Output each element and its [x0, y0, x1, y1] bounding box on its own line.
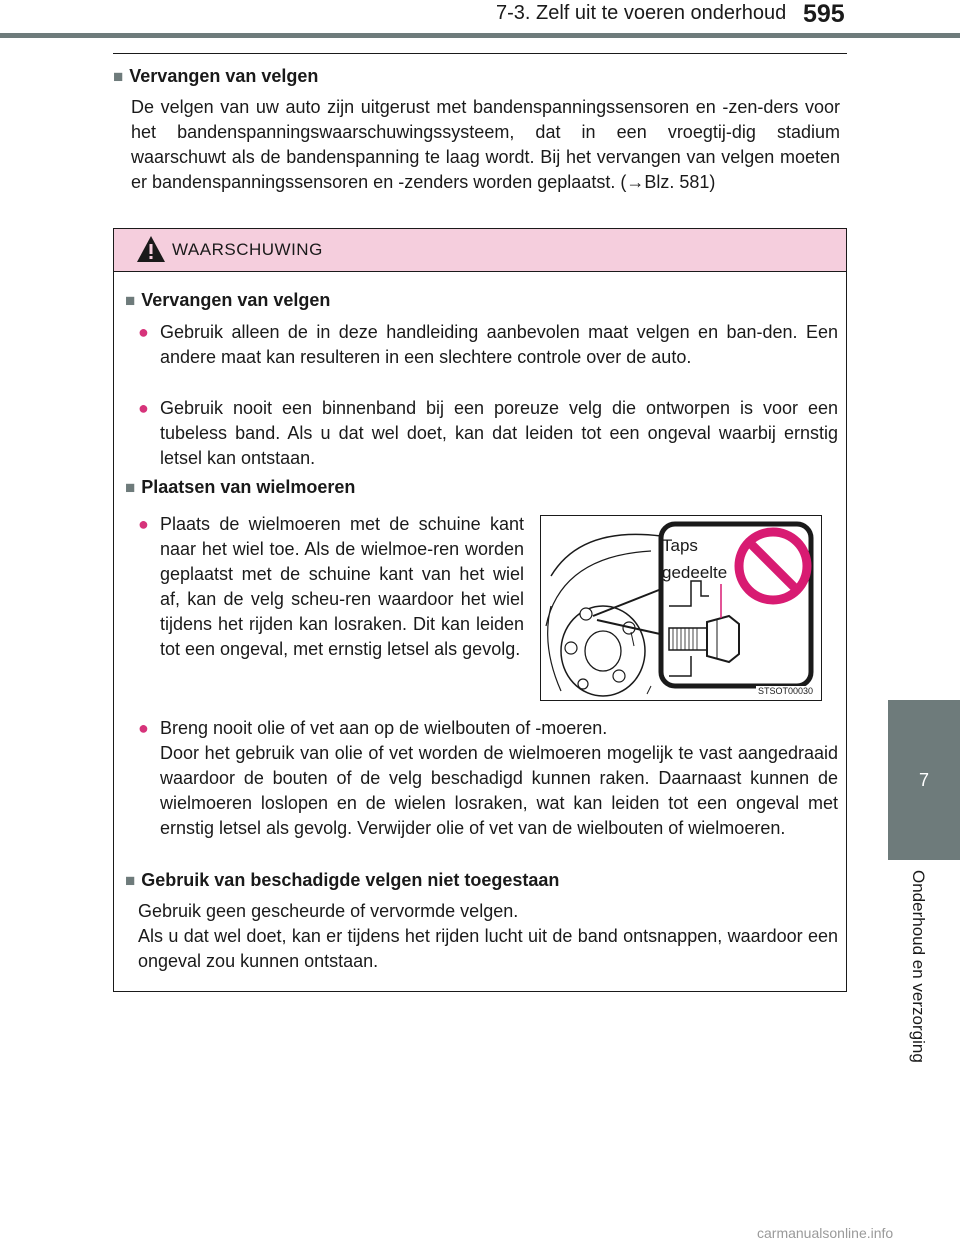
section-heading-wheels: ■ Vervangen van velgen — [113, 66, 319, 86]
section-title: 7-3. Zelf uit te voeren onderhoud — [496, 2, 787, 24]
watermark: carmanualsonline.info — [757, 1225, 894, 1241]
list-item: ● Breng nooit olie of vet aan op de wielbouten of -moeren. — [138, 716, 838, 741]
chapter-tab[interactable] — [888, 700, 960, 860]
square-bullet-icon: ■ — [113, 67, 124, 86]
square-bullet-icon: ■ — [125, 871, 136, 890]
page-number: 595 — [803, 0, 845, 28]
warning-paragraph: Als u dat wel doet, kan er tijdens het rijden lucht uit de band ontsnappen, waardoor een ongeval zou kunnen ontstaan. — [138, 926, 838, 971]
list-item: ● Gebruik alleen de in deze handleiding aanbevolen maat velgen en ban-den. Een andere maat kan resulteren in een slechtere controle over de auto. — [138, 322, 838, 367]
section-body-wheels: De velgen van uw auto zijn uitgerust met bandenspanningssensoren en -zen-ders voor het bandenspanningswaarschuwingssysteem, dat in een vroegtij-dig stadium waarschuwt als de bandenspanning te laag wordt. Bij het vervangen van velgen moeten er bandenspanningssensoren en -zenders worden geplaatst. (→Blz. 581) — [131, 97, 840, 192]
warning-heading-damaged: ■ Gebruik van beschadigde velgen niet toegestaan — [125, 870, 560, 890]
list-item: ● Gebruik nooit een binnenband bij een poreuze velg die ontworpen is voor een tubeless band. Als u dat wel doet, kan dat leiden tot een ongeval waarbij ernstig letsel kan ontstaan. — [138, 398, 838, 468]
circle-bullet-icon: ● — [138, 514, 149, 534]
warning-paragraph: Door het gebruik van olie of vet worden de wielmoeren mogelijk te vast aangedraaid waardoor de bouten of de velg beschadigd kunnen raken. Daarnaast kunnen de wielmoeren loslopen en de wielen losraken, wat kan leiden tot een ongeval met ernstig letsel als gevolg. Verwijder olie of vet van de wielbouten of wielmoeren. — [160, 743, 838, 838]
warning-triangle-icon — [136, 235, 166, 263]
illustration-label: Taps gedeelte — [662, 536, 728, 582]
square-bullet-icon: ■ — [125, 478, 136, 497]
warning-header — [114, 229, 846, 272]
list-item: ● Plaats de wielmoeren met de schuine kant naar het wiel toe. Als de wielmoe-ren worden geplaatst met de schuine kant van het wiel af, kan de velg scheu-ren waardoor het wiel tijdens het rijden kan losraken. Dit kan leiden tot een ongeval, met ernstig letsel als gevolg. — [138, 514, 524, 659]
warning-heading-nuts: ■ Plaatsen van wielmoeren — [125, 477, 356, 497]
wheel-nut-illustration — [540, 515, 822, 701]
circle-bullet-icon: ● — [138, 322, 149, 342]
chapter-title: Onderhoud en verzorging — [909, 870, 928, 1063]
warning-title: WAARSCHUWING — [172, 240, 323, 259]
illustration-code: STSOT00030 — [757, 686, 813, 696]
warning-paragraph: Gebruik geen gescheurde of vervormde velgen. — [138, 901, 519, 921]
chapter-number: 7 — [918, 770, 929, 790]
warning-heading-wheels: ■ Vervangen van velgen — [125, 290, 331, 310]
section-divider — [113, 53, 847, 54]
warning-box — [113, 228, 847, 992]
chapter-title-vertical — [908, 870, 938, 1063]
square-bullet-icon: ■ — [125, 291, 136, 310]
circle-bullet-icon: ● — [138, 398, 149, 418]
header-rule — [0, 33, 960, 38]
circle-bullet-icon: ● — [138, 718, 149, 738]
